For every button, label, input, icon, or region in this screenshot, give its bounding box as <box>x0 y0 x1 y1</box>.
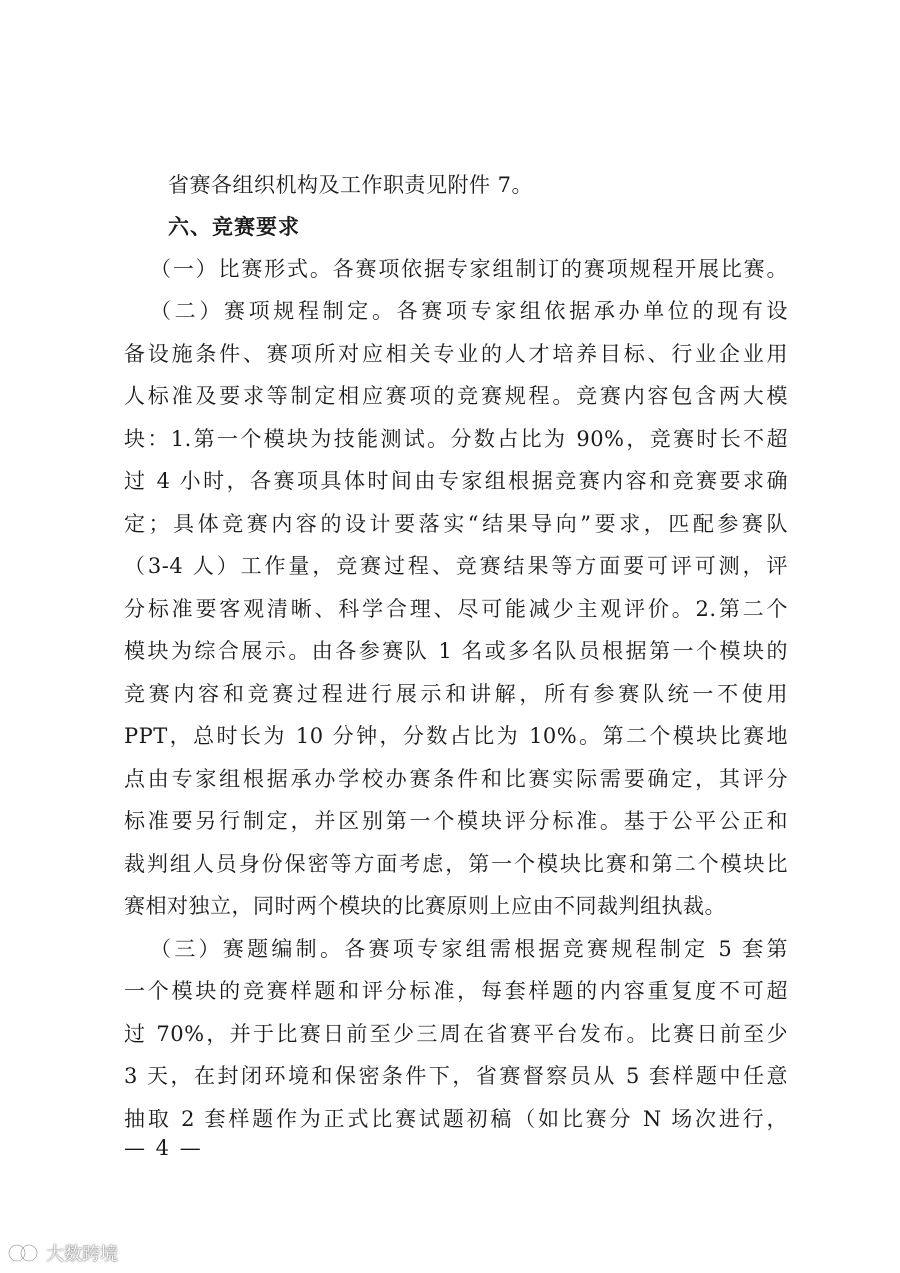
paragraph-line: 人标准及要求等制定相应赛项的竞赛规程。竞赛内容包含两大模 <box>124 384 788 408</box>
paragraph-line: 标准要另行制定，并区别第一个模块评分标准。基于公平公正和 <box>124 809 788 833</box>
paragraph-line: 省赛各组织机构及工作职责见附件 7。 <box>168 173 534 197</box>
watermark-logo-icon <box>6 1242 40 1264</box>
paragraph-line: （一）比赛形式。各赛项依据专家组制订的赛项规程开展比赛。 <box>150 257 788 281</box>
paragraph-line: 模块为综合展示。由各参赛队 1 名或多名队员根据第一个模块的 <box>124 639 788 663</box>
paragraph-line: 3 天，在封闭环境和保密条件下，省赛督察员从 5 套样题中任意 <box>124 1064 788 1088</box>
page-number: — 4 — <box>124 1136 203 1160</box>
paragraph-line: 过 4 小时，各赛项具体时间由专家组根据竞赛内容和竞赛要求确 <box>124 469 788 493</box>
paragraph-line: 一个模块的竞赛样题和评分标准，每套样题的内容重复度不可超 <box>124 979 788 1003</box>
paragraph-line: （三）赛题编制。各赛项专家组需根据竞赛规程制定 5 套第 <box>150 937 788 961</box>
paragraph-line: 赛相对独立，同时两个模块的比赛原则上应由不同裁判组执裁。 <box>124 894 726 918</box>
paragraph-line: 抽取 2 套样题作为正式比赛试题初稿（如比赛分 N 场次进行， <box>124 1107 788 1131</box>
watermark <box>6 1240 118 1266</box>
paragraph-line: 点由专家组根据承办学校办赛条件和比赛实际需要确定，其评分 <box>124 767 788 791</box>
paragraph-line: 竞赛内容和竞赛过程进行展示和讲解，所有参赛队统一不使用 <box>124 682 788 706</box>
paragraph-line: 分标准要客观清晰、科学合理、尽可能减少主观评价。2.第二个 <box>124 597 788 621</box>
section-heading: 六、竞赛要求 <box>168 215 300 239</box>
paragraph-line: 备设施条件、赛项所对应相关专业的人才培养目标、行业企业用 <box>124 342 788 366</box>
paragraph-line: （二）赛项规程制定。各赛项专家组依据承办单位的现有设 <box>150 299 788 323</box>
watermark-text: 大数跨境 <box>46 1244 118 1265</box>
paragraph-line: （3-4 人）工作量，竞赛过程、竞赛结果等方面要可评可测，评 <box>124 554 788 578</box>
paragraph-line: 定；具体竞赛内容的设计要落实“结果导向”要求，匹配参赛队 <box>124 512 788 536</box>
paragraph-line: PPT，总时长为 10 分钟，分数占比为 10%。第二个模块比赛地 <box>124 724 788 748</box>
paragraph-line: 过 70%，并于比赛日前至少三周在省赛平台发布。比赛日前至少 <box>124 1022 788 1046</box>
paragraph-line: 裁判组人员身份保密等方面考虑，第一个模块比赛和第二个模块比 <box>124 852 788 876</box>
paragraph-line: 块：1.第一个模块为技能测试。分数占比为 90%，竞赛时长不超 <box>124 427 788 451</box>
